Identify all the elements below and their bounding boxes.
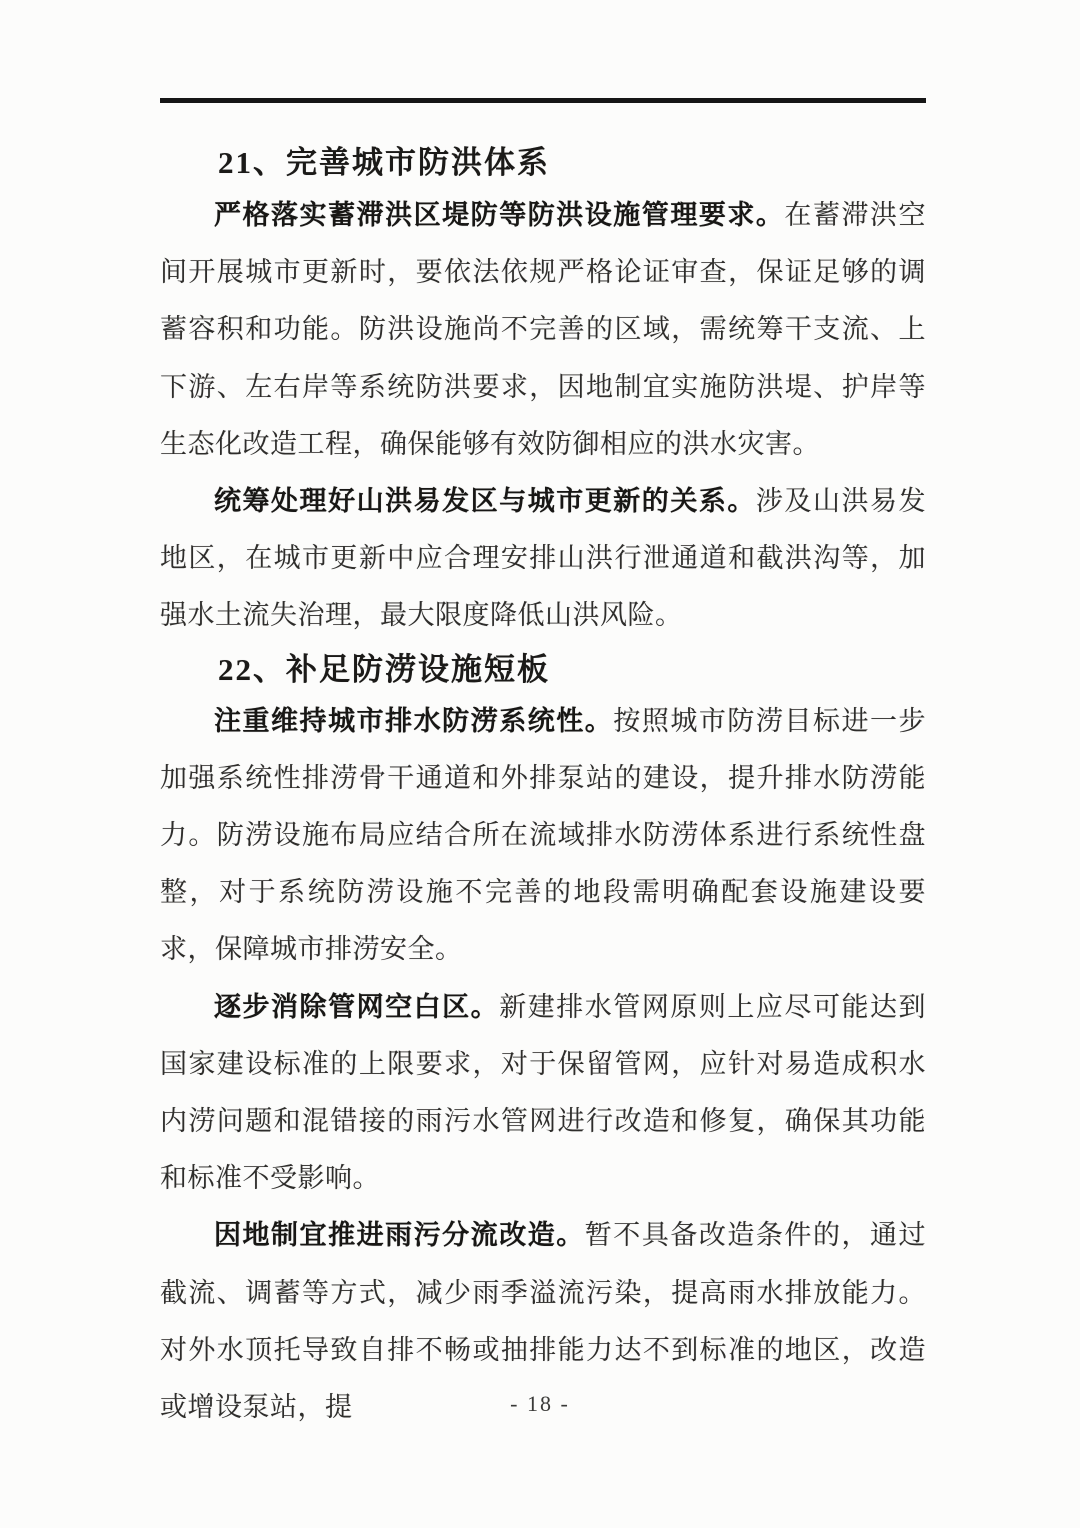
page-content [160, 0, 926, 1436]
lead-sentence: 严格落实蓄滞洪区堤防等防洪设施管理要求。 [214, 200, 785, 230]
page-number: - 18 - [510, 1391, 570, 1416]
lead-sentence: 逐步消除管网空白区。 [214, 991, 500, 1022]
paragraph-text: 暂不具备改造条件的，通过截流、调蓄等方式，减少雨季溢流污染，提高雨水排放能力。对外水顶托导致自排不畅或抽排能力达不到标准的地区，改造或增设泵站，提 [160, 1220, 927, 1423]
paragraph [160, 693, 926, 979]
paragraph-text: 涉及山洪易发地区，在城市更新中应合理安排山洪行泄通道和截洪沟等，加强水土流失治理，最大限度降低山洪风险。 [160, 486, 927, 631]
header-rule [160, 98, 926, 103]
lead-sentence: 因地制宜推进雨污分流改造。 [214, 1220, 585, 1251]
paragraph [160, 187, 926, 473]
paragraph [160, 979, 926, 1208]
paragraph-text: 新建排水管网原则上应尽可能达到国家建设标准的上限要求，对于保留管网，应针对易造成积水内涝问题和混错接的雨污水管网进行改造和修复，确保其功能和标准不受影响。 [160, 991, 927, 1194]
section-heading-21: 21、完善城市防洪体系 [218, 145, 550, 180]
paragraph-text: 按照城市防涝目标进一步加强系统性排涝骨干通道和外排泵站的建设，提升排水防涝能力。防涝设施布局应结合所在流域排水防涝体系进行系统性盘整，对于系统防涝设施不完善的地段需明确配套设施建设要求，保障城市排涝安全。 [160, 705, 927, 965]
section-heading-22: 22、补足防涝设施短板 [218, 651, 550, 687]
paragraph [160, 473, 926, 645]
paragraph-text: 在蓄滞洪空间开展城市更新时，要依法依规严格论证审查，保证足够的调蓄容积和功能。防洪设施尚不完善的区域，需统筹干支流、上下游、左右岸等系统防洪要求，因地制宜实施防洪堤、护岸等生态化改造工程，确保能够有效防御相应的洪水灾害。 [160, 200, 927, 459]
lead-sentence: 注重维持城市排水防涝系统性。 [214, 705, 614, 736]
lead-sentence: 统筹处理好山洪易发区与城市更新的关系。 [214, 486, 756, 517]
